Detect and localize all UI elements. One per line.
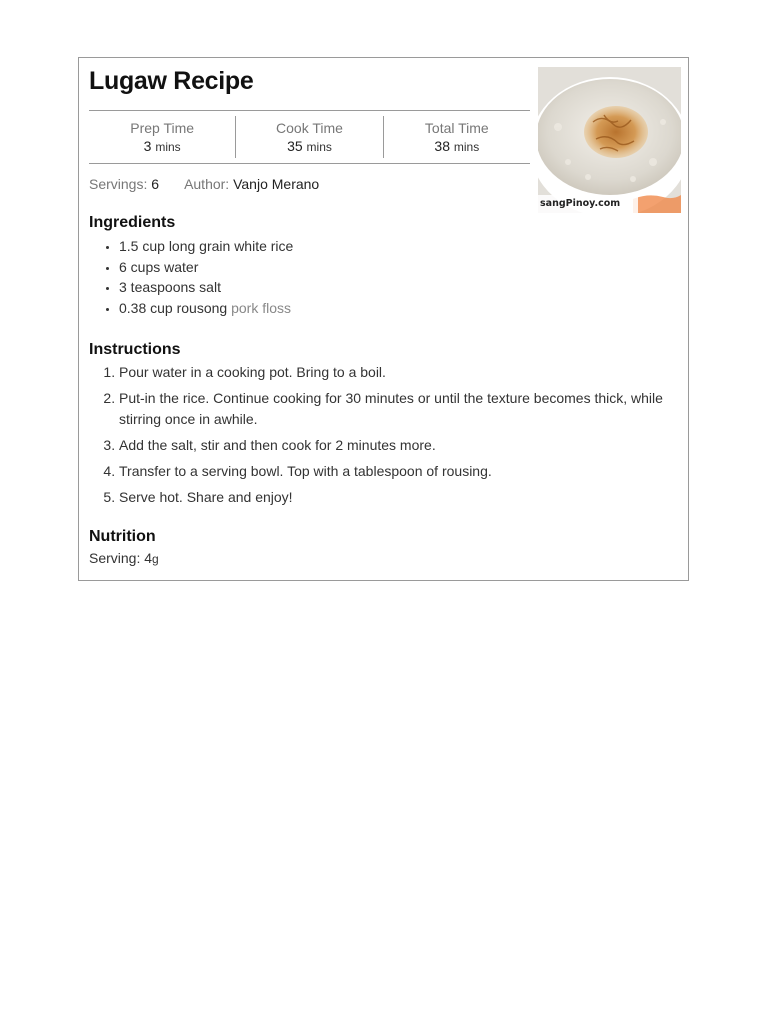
image-watermark: sangPinoy.com [540,198,621,209]
servings-label: Servings: [89,176,148,192]
ingredient-item [119,298,293,319]
recipe-title: Lugaw Recipe [89,67,254,95]
lugaw-bowl-image [538,67,681,213]
total-time-label: Total Time [424,119,489,136]
nutrition-serving-unit: g [152,552,159,566]
instruction-step: 1. Pour water in a cooking pot. Bring to a boil. [119,362,679,383]
instruction-step: 4. Transfer to a serving bowl. Top with a tablespoon of rousing. [119,461,679,482]
cook-time-number: 35 [287,137,303,154]
prep-time-number: 3 [143,137,152,154]
ingredient-text: 3 teaspoons salt [119,279,221,296]
ingredient-item [119,277,293,298]
recipe-card [78,57,689,581]
total-time-value [434,137,479,156]
ingredients-heading: Ingredients [89,214,176,231]
total-time-number: 38 [434,137,450,154]
instruction-step: 2. Put-in the rice. Continue cooking for 30 minutes or until the texture becomes thick, while stirring once in awhile. [119,388,679,430]
ingredient-text: 0.38 cup rousong [119,300,228,317]
cook-time-label: Cook Time [276,119,343,136]
nutrition-serving-label: Serving: [89,550,141,566]
nutrition-heading: Nutrition [89,528,156,545]
total-time [383,116,530,158]
recipe-times [89,110,530,164]
instructions-heading: Instructions [89,341,181,358]
instruction-step: 5. Serve hot. Share and enjoy! [119,487,679,508]
prep-time [89,116,235,158]
instruction-step: 3. Add the salt, stir and then cook for 2 minutes more. [119,435,679,456]
prep-time-label: Prep Time [130,119,195,136]
instructions-list [89,362,679,513]
ingredient-item [119,257,293,278]
prep-time-value [144,137,181,156]
cook-time-unit: mins [306,139,332,154]
prep-time-unit: mins [155,139,181,154]
ingredient-text: 1.5 cup long grain white rice [119,238,294,254]
ingredients-list [89,236,293,319]
recipe-meta [89,176,319,192]
ingredient-text: 6 cups water [119,258,199,275]
nutrition-serving-value: 4 [144,550,153,566]
cook-time-value [287,137,332,156]
author-label: Author: [184,176,230,192]
nutrition-serving [89,550,159,566]
servings-value: 6 [151,176,160,192]
total-time-unit: mins [453,139,480,154]
cook-time [235,116,382,158]
ingredient-note: pork floss [231,300,292,317]
author-value: Vanjo Merano [233,176,320,192]
recipe-photo [538,67,681,213]
ingredient-item [119,236,293,257]
